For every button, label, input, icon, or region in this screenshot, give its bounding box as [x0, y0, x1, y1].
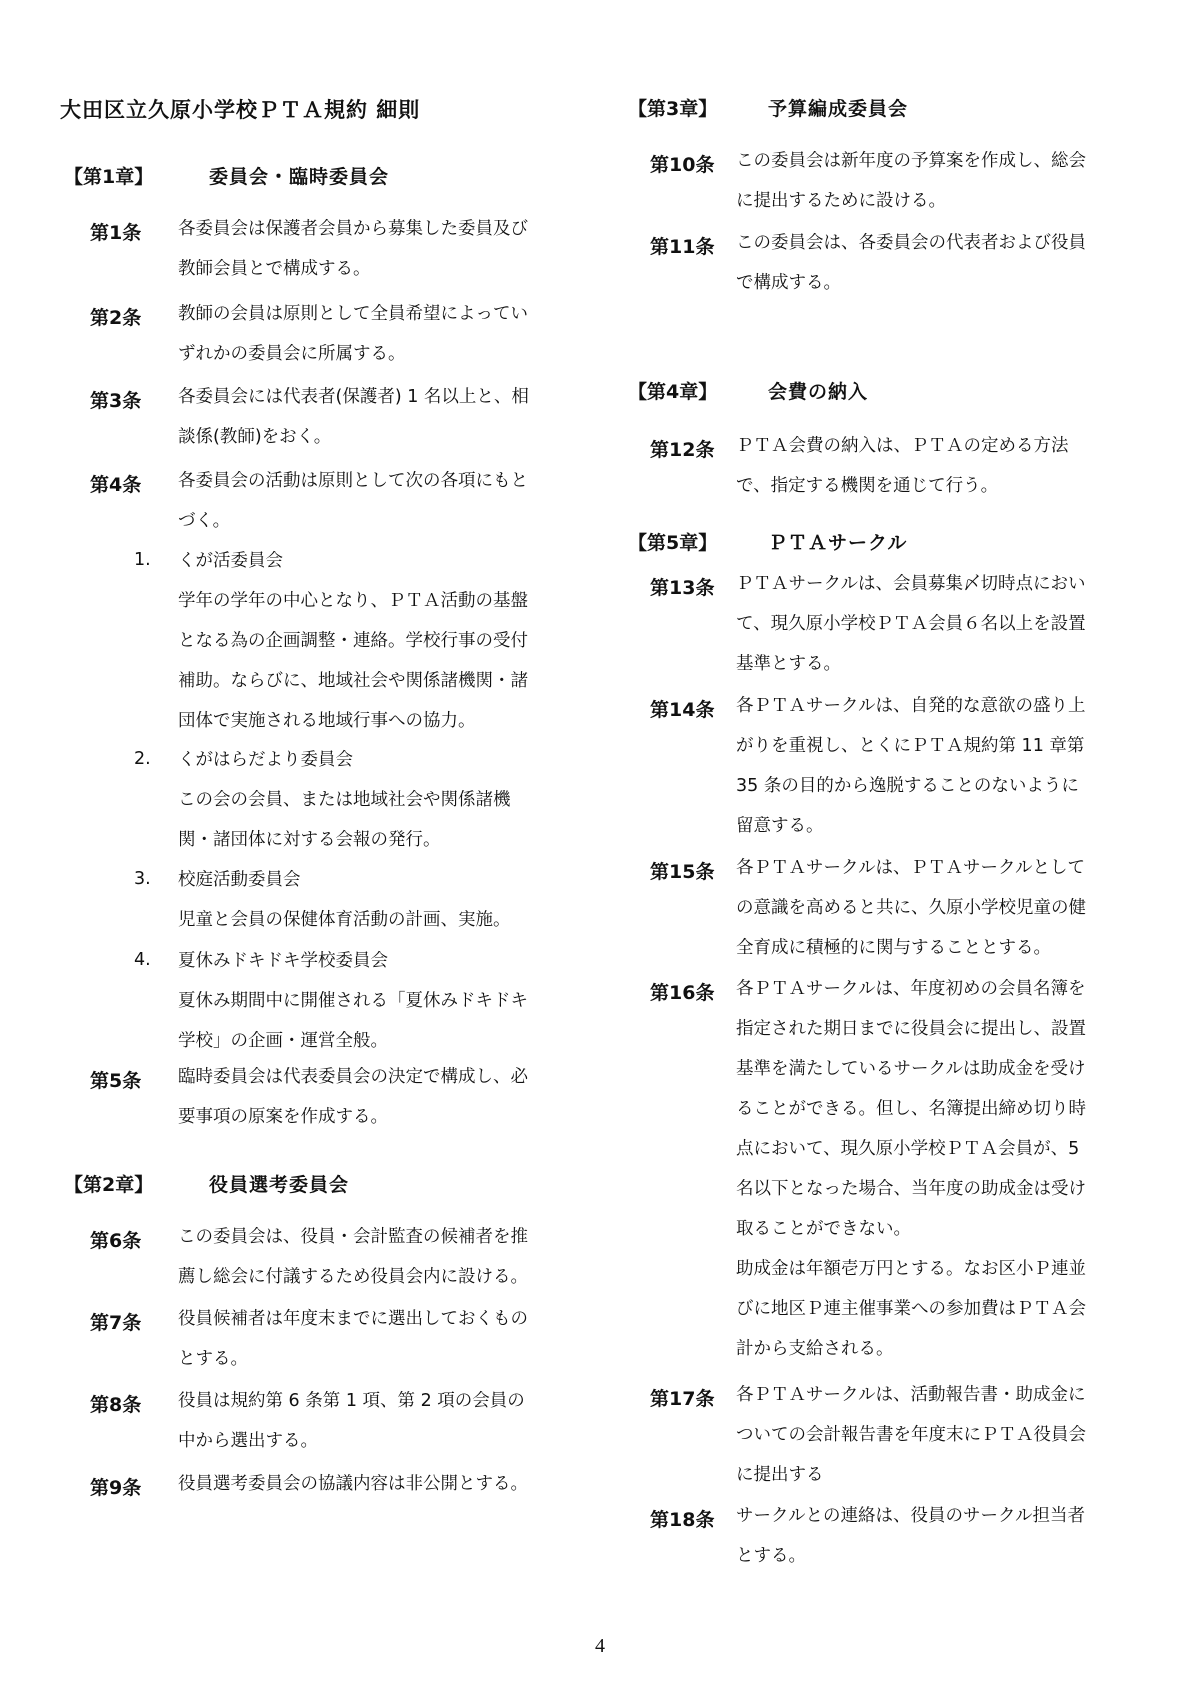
article-text-line: 談係(教師)をおく。 [178, 427, 332, 447]
list-item-text: 関・諸団体に対する会報の発行。 [178, 830, 441, 850]
article-number: 第4条 [90, 474, 142, 496]
list-item-text: 児童と会員の保健体育活動の計画、実施。 [178, 910, 511, 930]
list-number: 2. [134, 749, 151, 769]
chapter-title: 委員会・臨時委員会 [209, 166, 390, 188]
article-text-line: の意識を高めると共に、久原小学校児童の健 [736, 898, 1086, 918]
list-item-text: となる為の企画調整・連絡。学校行事の受付 [178, 631, 528, 651]
article-text-line: ずれかの委員会に所属する。 [178, 344, 406, 364]
article-text-line: ＰＴＡ会費の納入は、ＰＴＡの定める方法 [736, 436, 1069, 456]
article-text-line: ついての会計報告書を年度末にＰＴＡ役員会 [736, 1425, 1086, 1445]
article-text-line: 留意する。 [736, 816, 824, 836]
article-number: 第9条 [90, 1477, 142, 1499]
article-text-line: 各委員会には代表者(保護者) 1 名以上と、相 [178, 387, 529, 407]
article-text-line: 役員は規約第 6 条第 1 項、第 2 項の会員の [178, 1391, 525, 1411]
article-text-line: 基準を満たしているサークルは助成金を受け [736, 1059, 1086, 1079]
article-text-line: で、指定する機関を通じて行う。 [736, 476, 999, 496]
list-item-title: くが活委員会 [178, 551, 283, 571]
article-number: 第11条 [650, 236, 715, 258]
article-text-line: 取ることができない。 [736, 1219, 911, 1239]
article-text-line: 要事項の原案を作成する。 [178, 1107, 388, 1127]
article-text-line: 教師の会員は原則として全員希望によってい [178, 304, 528, 324]
article-number: 第12条 [650, 439, 715, 461]
document-title: 大田区立久原小学校ＰＴＡ規約 細則 [60, 98, 421, 122]
chapter-title: 会費の納入 [768, 381, 869, 403]
list-item-title: 夏休みドキドキ学校委員会 [178, 951, 388, 971]
chapter-label: 【第3章】 [628, 98, 718, 120]
article-number: 第17条 [650, 1388, 715, 1410]
chapter-title: ＰＴＡサークル [768, 532, 908, 554]
chapter-title: 予算編成委員会 [768, 98, 909, 120]
article-text-line: この委員会は新年度の予算案を作成し、総会 [736, 151, 1086, 171]
article-text-line: 各ＰＴＡサークルは、活動報告書・助成金に [736, 1385, 1086, 1405]
article-text-line: とする。 [178, 1349, 248, 1369]
article-number: 第5条 [90, 1070, 142, 1092]
article-number: 第10条 [650, 154, 715, 176]
article-text-line: で構成する。 [736, 273, 841, 293]
list-item-text: 団体で実施される地域行事への協力。 [178, 711, 476, 731]
article-text-line: 中から選出する。 [178, 1431, 318, 1451]
list-item-text: この会の会員、または地域社会や関係諸機 [178, 790, 511, 810]
list-number: 1. [134, 550, 151, 570]
article-text-line: 臨時委員会は代表委員会の決定で構成し、必 [178, 1067, 528, 1087]
chapter-title: 役員選考委員会 [209, 1174, 350, 1196]
article-text-line: 各委員会は保護者会員から募集した委員及び [178, 219, 528, 239]
article-number: 第16条 [650, 982, 715, 1004]
article-text-line: 計から支給される。 [736, 1339, 894, 1359]
article-text-line: 教師会員とで構成する。 [178, 259, 371, 279]
article-text-line: づく。 [178, 511, 231, 531]
article-text-line: がりを重視し、とくにＰＴＡ規約第 11 章第 [736, 736, 1085, 756]
article-text-line: に提出するために設ける。 [736, 191, 946, 211]
article-text-line: びに地区Ｐ連主催事業への参加費はＰＴＡ会 [736, 1299, 1086, 1319]
article-number: 第3条 [90, 390, 142, 412]
list-item-title: 校庭活動委員会 [178, 870, 301, 890]
article-text-line: 点において、現久原小学校ＰＴＡ会員が、5 [736, 1139, 1080, 1159]
article-number: 第13条 [650, 577, 715, 599]
article-text-line: とする。 [736, 1546, 806, 1566]
article-text-line: 35 条の目的から逸脱することのないように [736, 776, 1079, 796]
list-item-text: 学年の学年の中心となり、ＰＴＡ活動の基盤 [178, 591, 528, 611]
article-text-line: この委員会は、各委員会の代表者および役員 [736, 233, 1086, 253]
article-text-line: 基準とする。 [736, 654, 841, 674]
article-text-line: 指定された期日までに役員会に提出し、設置 [736, 1019, 1086, 1039]
list-item-text: 学校」の企画・運営全般。 [178, 1031, 388, 1051]
article-text-line: 薦し総会に付議するため役員会内に設ける。 [178, 1267, 528, 1287]
article-number: 第8条 [90, 1394, 142, 1416]
article-number: 第7条 [90, 1312, 142, 1334]
article-number: 第15条 [650, 861, 715, 883]
article-text-line: ＰＴＡサークルは、会員募集〆切時点におい [736, 574, 1086, 594]
article-number: 第18条 [650, 1509, 715, 1531]
list-item-title: くがはらだより委員会 [178, 750, 353, 770]
article-number: 第6条 [90, 1230, 142, 1252]
article-text-line: 各ＰＴＡサークルは、ＰＴＡサークルとして [736, 858, 1085, 878]
article-text-line: て、現久原小学校ＰＴＡ会員６名以上を設置 [736, 614, 1086, 634]
article-text-line: 各ＰＴＡサークルは、自発的な意欲の盛り上 [736, 696, 1086, 716]
article-text-line: ることができる。但し、名簿提出締め切り時 [736, 1099, 1086, 1119]
article-text-line: この委員会は、役員・会計監査の候補者を推 [178, 1227, 528, 1247]
article-number: 第1条 [90, 222, 142, 244]
article-text-line: 助成金は年額壱万円とする。なお区小Ｐ連並 [736, 1259, 1086, 1279]
list-number: 4. [134, 950, 151, 970]
article-number: 第2条 [90, 307, 142, 329]
chapter-label: 【第1章】 [64, 166, 154, 188]
list-item-text: 夏休み期間中に開催される「夏休みドキドキ [178, 991, 528, 1011]
article-text-line: 全育成に積極的に関与することとする。 [736, 938, 1051, 958]
chapter-label: 【第5章】 [628, 532, 718, 554]
article-number: 第14条 [650, 699, 715, 721]
article-text-line: サークルとの連絡は、役員のサークル担当者 [736, 1506, 1085, 1526]
article-text-line: 各委員会の活動は原則として次の各項にもと [178, 471, 528, 491]
article-text-line: 各ＰＴＡサークルは、年度初めの会員名簿を [736, 979, 1086, 999]
article-text-line: 役員選考委員会の協議内容は非公開とする。 [178, 1474, 528, 1494]
article-text-line: に提出する [736, 1465, 824, 1485]
list-item-text: 補助。ならびに、地域社会や関係諸機関・諸 [178, 671, 528, 691]
article-text-line: 役員候補者は年度末までに選出しておくもの [178, 1309, 528, 1329]
list-number: 3. [134, 869, 151, 889]
chapter-label: 【第4章】 [628, 381, 718, 403]
article-text-line: 名以下となった場合、当年度の助成金は受け [736, 1179, 1086, 1199]
chapter-label: 【第2章】 [64, 1174, 154, 1196]
page-number: 4 [595, 1635, 605, 1657]
